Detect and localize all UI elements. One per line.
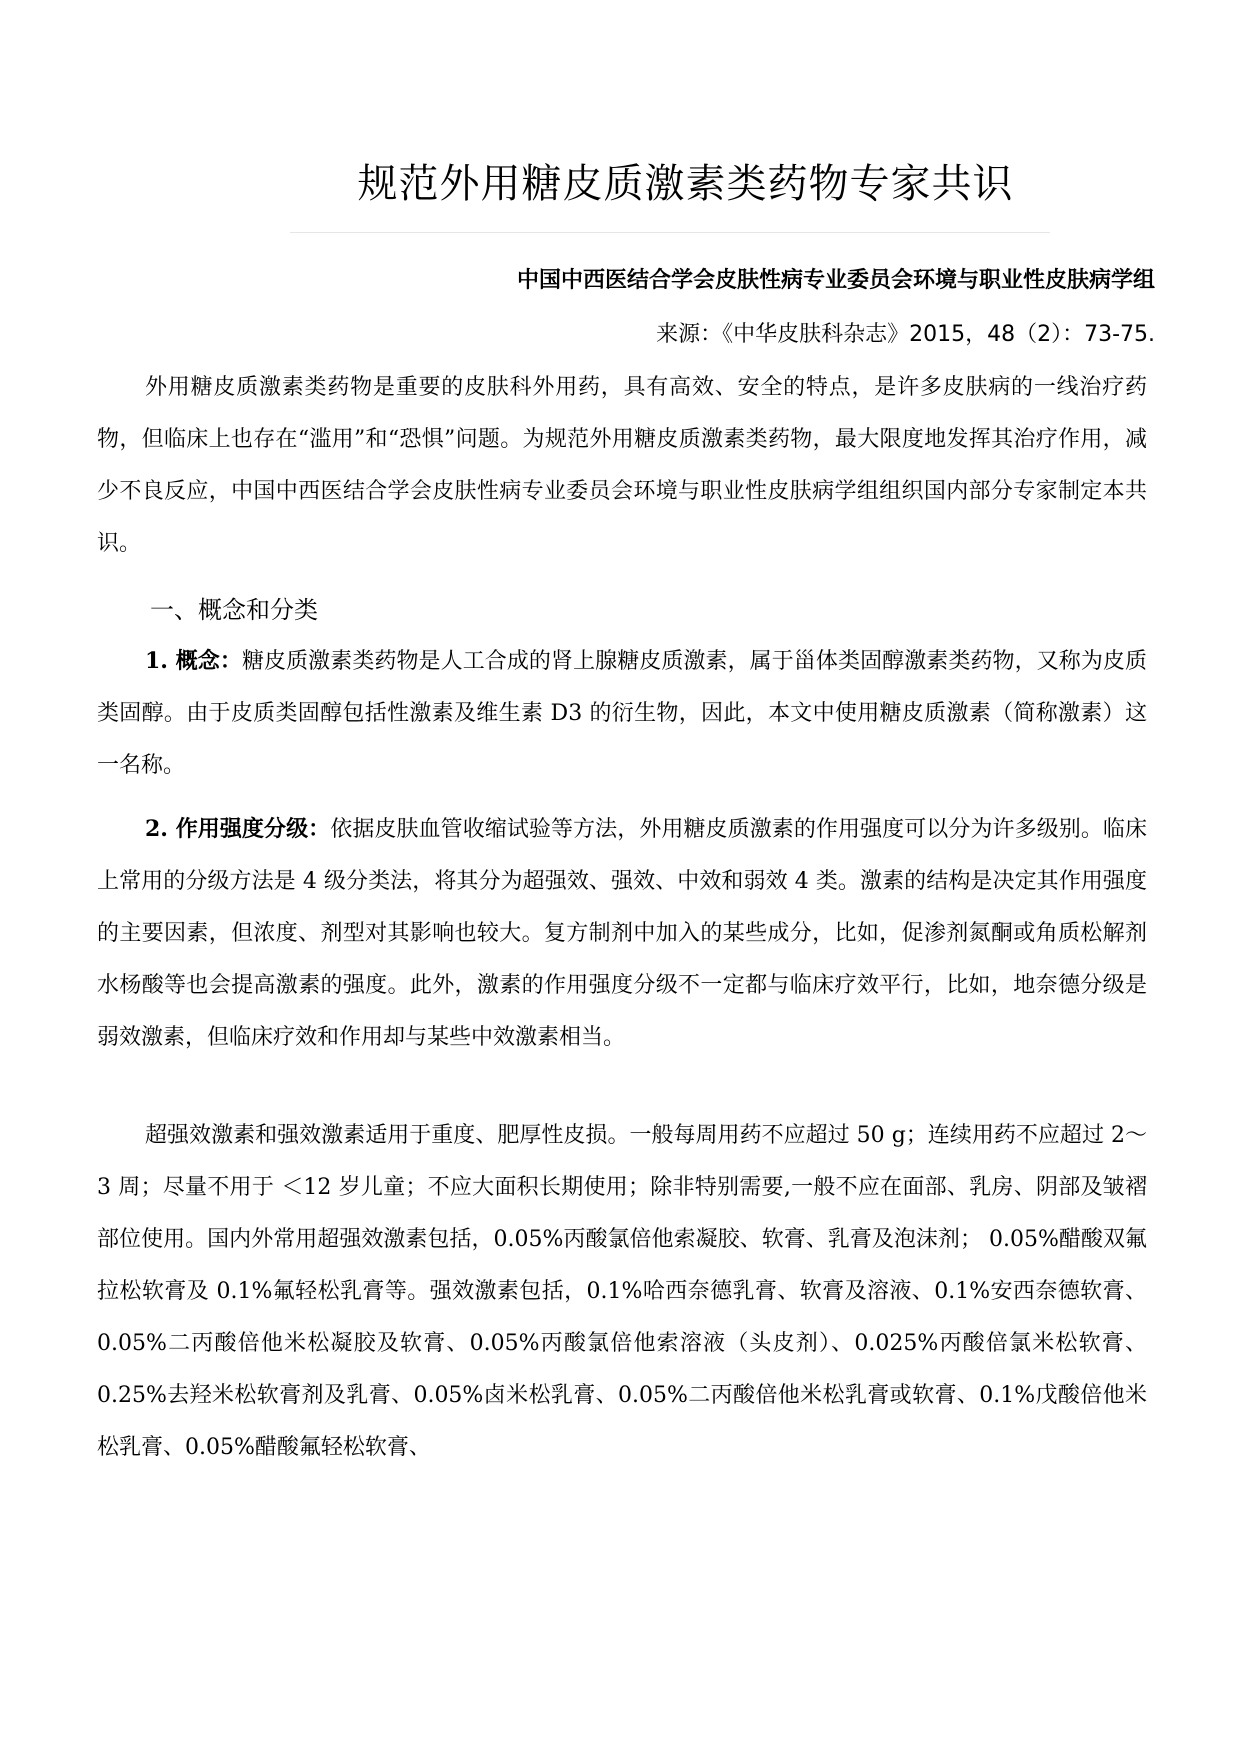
section-heading: 一、概念和分类 (150, 596, 318, 624)
grading-paragraph (97, 803, 1147, 1064)
concept-text: 糖皮质激素类药物是人工合成的肾上腺糖皮质激素，属于甾体类固醇激素类药物，又称为皮质类固醇。由于皮质类固醇包括性激素及维生素 D3 的衍生物，因此，本文中使用糖皮质激素（简称激素）这一名称。 (97, 649, 1147, 778)
author-organization: 中国中西医结合学会皮肤性病专业委员会环境与职业性皮肤病学组 (516, 268, 1155, 293)
potent-steroids-paragraph: 超强效激素和强效激素适用于重度、肥厚性皮损。一般每周用药不应超过 50 g；连续用药不应超过 2～3 周；尽量不用于 ＜12 岁儿童；不应大面积长期使用；除非特别需要,一般不应在面部、乳房、阴部及皱褶部位使用。国内外常用超强效激素包括，0.05%丙酸氯倍他索凝胶、软膏、乳膏及泡沫剂； 0.05%醋酸双氟拉松软膏及 0.1%氟轻松乳膏等。强效激素包括，0.1%哈西奈德乳膏、软膏及溶液、0.1%安西奈德软膏、0.05%二丙酸倍他米松凝胶及软膏、0.05%丙酸氯倍他索溶液（头皮剂）、0.025%丙酸倍氯米松软膏、0.25%去羟米松软膏剂及乳膏、0.05%卤米松乳膏、0.05%二丙酸倍他米松乳膏或软膏、0.1%戊酸倍他米松乳膏、0.05%醋酸氟轻松软膏、 (97, 1123, 1147, 1460)
grading-label: 2. 作用强度分级： (145, 816, 331, 842)
title-divider (290, 232, 1050, 233)
page-title: 规范外用糖皮质激素类药物专家共识 (357, 161, 1014, 207)
intro-paragraph: 外用糖皮质激素类药物是重要的皮肤科外用药，具有高效、安全的特点，是许多皮肤病的一线治疗药物，但临床上也存在“滥用”和“恐惧”问题。为规范外用糖皮质激素类药物，最大限度地发挥其治疗作用，减少不良反应，中国中西医结合学会皮肤性病专业委员会环境与职业性皮肤病学组组织国内部分专家制定本共识。 (97, 375, 1147, 556)
grading-text: 依据皮肤血管收缩试验等方法，外用糖皮质激素的作用强度可以分为许多级别。临床上常用的分级方法是 4 级分类法，将其分为超强效、强效、中效和弱效 4 类。激素的结构是决定其作用强度的主要因素，但浓度、剂型对其影响也较大。复方制剂中加入的某些成分，比如，促渗剂氮酮或角质松解剂水杨酸等也会提高激素的强度。此外，激素的作用强度分级不一定都与临床疗效平行，比如，地奈德分级是弱效激素，但临床疗效和作用却与某些中效激素相当。 (97, 817, 1147, 1050)
concept-paragraph (97, 635, 1147, 792)
citation-source: 来源：《中华皮肤科杂志》2015，48（2）：73-75. (656, 322, 1155, 347)
concept-label: 1. 概念： (145, 648, 242, 674)
